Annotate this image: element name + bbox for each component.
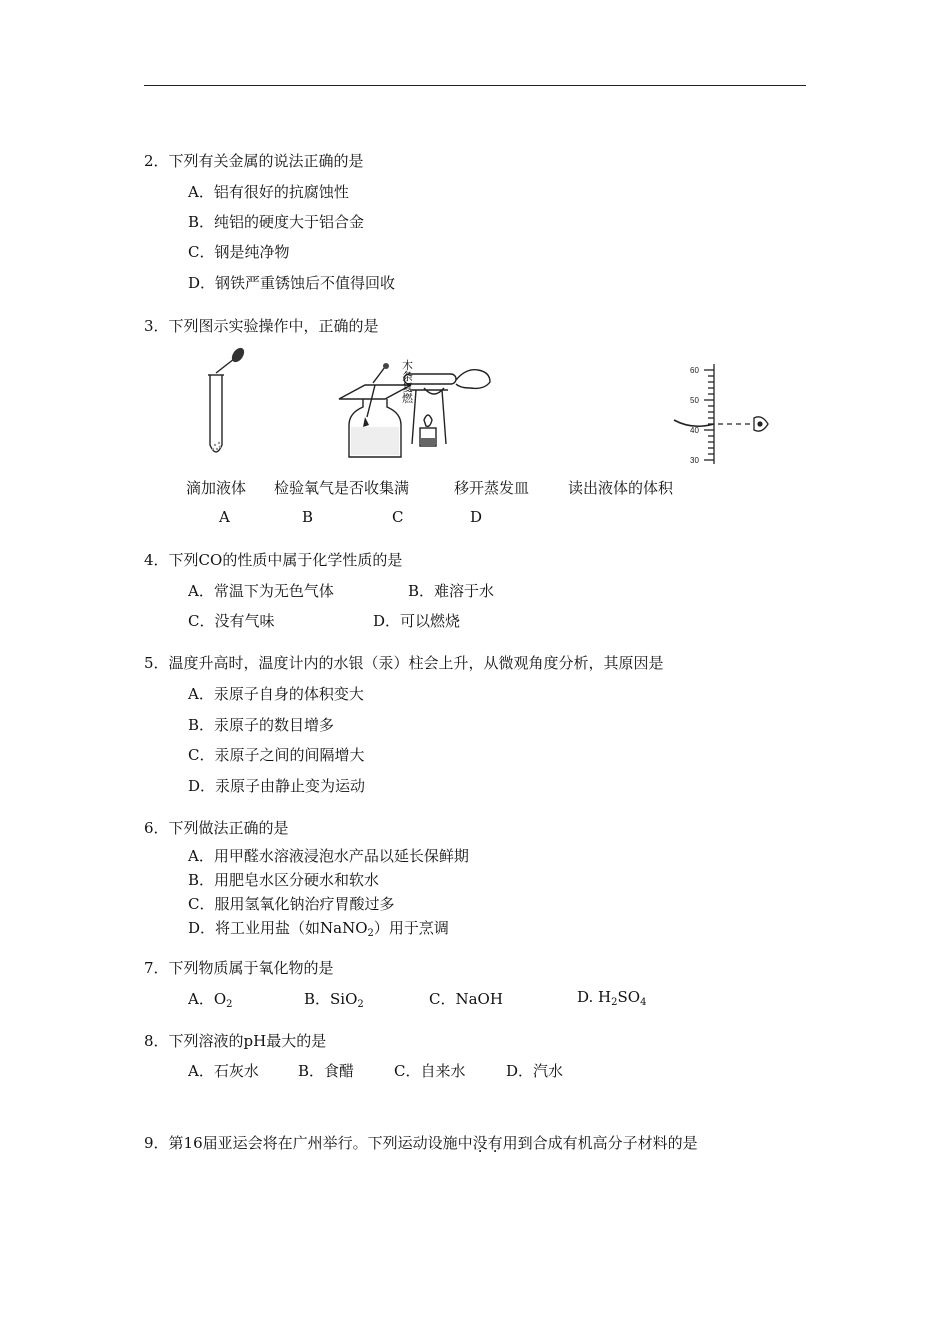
figure-b-splint-label: 木条复燃 (402, 359, 413, 405)
q9-stem: 9．第16届亚运会将在广州举行。下列运动设施中没有用到合成有机高分子材料的是 (144, 1134, 698, 1152)
q5-option-b: B．汞原子的数目增多 (188, 716, 335, 734)
q6-option-c: C．服用氢氧化钠治疗胃酸过多 (188, 895, 395, 913)
scale-tick-30: 30 (690, 456, 699, 465)
q3-stem: 3．下列图示实验操作中，正确的是 (144, 317, 379, 335)
q7-option-d: D. $H_2SO_4$ (577, 988, 647, 1008)
caption-b: 检验氧气是否收集满 (274, 479, 410, 497)
q6-option-a: A．用甲醛水溶液浸泡水产品以延长保鲜期 (188, 847, 469, 865)
q2-option-d: D．钢铁严重锈蚀后不值得回收 (188, 274, 396, 292)
letter-b: B (302, 508, 314, 526)
q2-option-c: C．钢是纯净物 (188, 243, 290, 261)
q5-stem: 5．温度升高时，温度计内的水银（汞）柱会上升，从微观角度分析，其原因是 (144, 654, 664, 672)
letter-d: D (470, 508, 483, 526)
q4-option-b: B．难溶于水 (408, 582, 495, 600)
q7-option-a: A．$O_2$ (188, 990, 233, 1010)
q8-stem: 8．下列溶液的pH最大的是 (144, 1032, 327, 1050)
q5-option-d: D．汞原子由静止变为运动 (188, 777, 366, 795)
letter-a: A (219, 508, 230, 526)
scale-tick-50: 50 (690, 396, 699, 405)
q9-emphasis-mei: 没 (472, 1134, 488, 1152)
q8-option-b: B．食醋 (298, 1062, 355, 1080)
q8-option-d: D．汽水 (506, 1062, 564, 1080)
q4-option-d: D．可以燃烧 (373, 612, 461, 630)
caption-c: 移开蒸发皿 (454, 479, 530, 497)
q7-option-b: B．SiO$_2$ (304, 990, 364, 1010)
q8-option-c: C．自来水 (394, 1062, 466, 1080)
q6-option-d: D．将工业用盐（如NaNO$_2$）用于烹调 (188, 919, 449, 939)
caption-a: 滴加液体 (186, 479, 247, 497)
q8-option-a: A．石灰水 (188, 1062, 259, 1080)
q6-option-b: B．用肥皂水区分硬水和软水 (188, 871, 380, 889)
q4-option-a: A．常温下为无色气体 (188, 582, 334, 600)
q7-option-c: C．NaOH (429, 990, 503, 1008)
q2-option-a: A．铝有很好的抗腐蚀性 (188, 183, 349, 201)
scale-tick-60: 60 (690, 366, 699, 375)
figure-d-graduated-cylinder (662, 362, 782, 468)
q2-option-b: B．纯铝的硬度大于铝合金 (188, 213, 365, 231)
q4-option-c: C．没有气味 (188, 612, 275, 630)
q4-stem: 4．下列CO的性质中属于化学性质的是 (144, 551, 403, 569)
caption-d: 读出液体的体积 (568, 479, 674, 497)
scale-tick-40: 40 (690, 426, 699, 435)
q2-stem: 2．下列有关金属的说法正确的是 (144, 152, 364, 170)
q5-option-c: C．汞原子之间的间隔增大 (188, 746, 365, 764)
q9-emphasis-you: 有 (487, 1134, 503, 1152)
header-rule (144, 85, 806, 86)
q5-option-a: A．汞原子自身的体积变大 (188, 685, 364, 703)
figure-a-dropper (200, 345, 260, 465)
q7-stem: 7．下列物质属于氧化物的是 (144, 959, 334, 977)
letter-c: C (392, 508, 404, 526)
q6-stem: 6．下列做法正确的是 (144, 819, 289, 837)
